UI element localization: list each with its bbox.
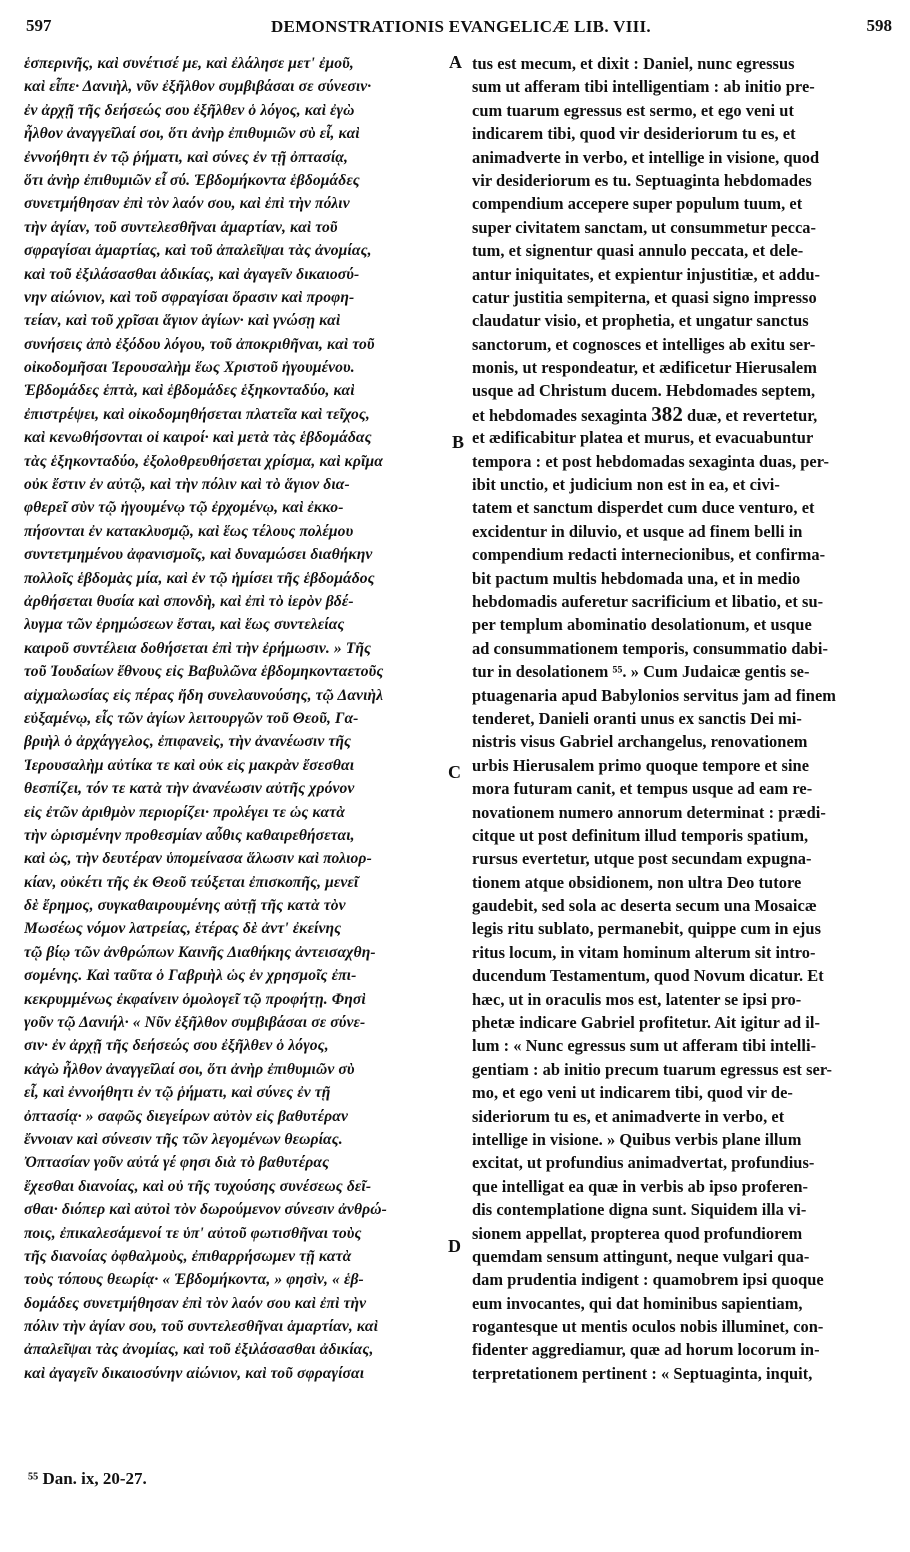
latin-line: rursus evertetur, utque post secundam expugna- — [472, 849, 812, 869]
footnote: ⁵⁵ Dan. ix, 20-27. — [28, 1469, 147, 1488]
latin-line: nistris visus Gabriel archangelus, renovationem — [472, 732, 808, 752]
greek-line: ὅτι ἀνὴρ ἐπιθυμιῶν εἶ σύ. Ἑβδομήκοντα ἑβδομάδες — [24, 171, 360, 189]
latin-line: ritus locum, in vitam hominum alterum sit intro- — [472, 942, 816, 962]
greek-line: Ὀπτασίαν γοῦν αὐτά γέ φησι διὰ τὸ βαθυτέρας — [24, 1154, 330, 1172]
latin-line: eum invocantes, qui dat hominibus sapientiam, — [472, 1293, 803, 1313]
latin-line: sideriorum tu es, et animadverte in verbo, et — [472, 1106, 785, 1126]
greek-line: δὲ ἔρημος, συγκαθαιρουμένης αὐτῇ τῆς κατὰ τὸν — [24, 897, 346, 915]
latin-line: sum ut afferam tibi intelligentiam : ab initio pre- — [472, 77, 815, 97]
greek-line: κεκρυμμένως ἐκφαίνειν ὁμολογεῖ τῷ προφήτῃ. Φησὶ — [24, 990, 366, 1008]
latin-line: et ædificabitur platea et murus, et evacuabuntur — [472, 428, 814, 448]
greek-line: δομάδες συνετμήθησαν ἐπὶ τὸν λαόν σου καὶ ἐπὶ τὴν — [24, 1294, 367, 1312]
latin-column — [472, 52, 894, 1385]
latin-line: ptuagenaria apud Babylonios servitus jam ad finem — [472, 685, 837, 705]
greek-line: καὶ τοῦ ἐξιλάσασθαι ἀδικίας, καὶ ἀγαγεῖν δικαιοσύ- — [24, 265, 360, 283]
greek-line: πολλοῖς ἑβδομὰς μία, καὶ ἐν τῷ ἡμίσει τῆς ἑβδομάδος — [24, 569, 375, 587]
greek-line: καὶ ὡς, τὴν δευτέραν ὑπομείνασα ἅλωσιν καὶ πολιορ- — [24, 850, 372, 868]
greek-line: ἀρθήσεται θυσία καὶ σπονδὴ, καὶ ἐπὶ τὸ ἱερὸν βδέ- — [24, 592, 354, 610]
latin-line: citque ut post definitum illud temporis spatium, — [472, 825, 809, 845]
greek-line: σομένης. Καὶ ταῦτα ὁ Γαβριὴλ ὡς ἐν χρησμοῖς ἐπι- — [24, 967, 357, 985]
greek-line: ἔννοιαν καὶ σύνεσιν τῆς τῶν λεγομένων θεωρίας. — [24, 1130, 343, 1148]
latin-line — [472, 403, 894, 426]
running-header — [26, 16, 896, 46]
greek-line: τῷ βίῳ τῶν ἀνθρώπων Καινῆς Διαθήκης ἀντεισαχθη- — [24, 943, 376, 961]
latin-line: compendium accepere super populum tuum, et — [472, 194, 803, 214]
latin-line: legis ritu sublato, permanebit, quippe cum in ejus — [472, 919, 822, 939]
greek-line: εὐξαμένῳ, εἷς τῶν ἁγίων λειτουργῶν τοῦ Θεοῦ, Γα- — [24, 709, 359, 727]
greek-line: τοὺς τόπους θεωρίᾳ· « Ἑβδομήκοντα, » φησὶν, « ἑβ- — [24, 1271, 364, 1289]
greek-line: κίαν, οὐκέτι τῆς ἐκ Θεοῦ τεύξεται ἐπισκοπῆς, μενεῖ — [24, 873, 359, 891]
margin-marker-a: A — [449, 52, 462, 72]
latin-line: tatem et sanctum disperdet cum duce venturo, et — [472, 498, 815, 518]
text-segment: duæ, et revertetur, — [682, 405, 818, 425]
margin-marker-b: B — [452, 432, 465, 452]
latin-line: ibit unctio, et judicium non est in ea, et civi- — [472, 475, 780, 495]
greek-line: καὶ κενωθήσονται οἱ καιροί· καὶ μετὰ τὰς ἑβδομάδας — [24, 429, 372, 447]
latin-line: novationem numero annorum determinat : prædi- — [472, 802, 826, 822]
page-number-right: 598 — [866, 16, 892, 35]
text-segment: et hebdomades sexaginta — [472, 405, 652, 425]
latin-line: ducendum Testamentum, quod Novum dicatur. Et — [472, 966, 824, 986]
running-title: DEMONSTRATIONIS EVANGELICÆ LIB. VIII. — [270, 17, 651, 36]
latin-line: dis contemplatione digna sunt. Siquidem illa vi- — [472, 1200, 807, 1220]
latin-line: bit pactum multis hebdomada una, et in medio — [472, 568, 801, 588]
latin-line: mo, et ego veni ut indicarem tibi, quod vir de- — [472, 1083, 793, 1103]
latin-line: cum tuarum egressus est sermo, et ego veni ut — [472, 100, 794, 120]
greek-line: νην αἰώνιον, καὶ τοῦ σφραγίσαι ὅρασιν καὶ προφη- — [24, 288, 355, 306]
greek-line: γοῦν τῷ Δανιήλ· « Νῦν ἐξῆλθον συμβιβάσαι σε σύνε- — [24, 1014, 366, 1032]
latin-line: compendium redacti internecionibus, et confirma- — [472, 545, 826, 565]
margin-marker-c: C — [448, 762, 461, 782]
latin-line: mora futuram canit, et tempus usque ad eam re- — [472, 779, 813, 799]
margin-marker-d: D — [448, 1236, 461, 1256]
greek-line: Ἱερουσαλὴμ αὐτίκα τε καὶ οὐκ εἰς μακρὰν ἔσεσθαι — [24, 756, 355, 774]
latin-line: excitat, ut profundius animadvertat, profundius- — [472, 1153, 815, 1173]
latin-line: fidenter aggrediamur, quæ ad horum locorum in- — [472, 1340, 820, 1360]
greek-line: ἦλθον ἀναγγεῖλαί σοι, ὅτι ἀνὴρ ἐπιθυμιῶν σὺ εἶ, καὶ — [24, 125, 360, 143]
latin-line: sanctorum, et cognosces et intelliges ab exitu ser- — [472, 334, 816, 354]
latin-line: per templum abominatio desolationum, et usque — [472, 615, 812, 635]
latin-line: quemdam sensum attingunt, neque vulgari qua- — [472, 1246, 810, 1266]
greek-line: ἐννοήθητι ἐν τῷ ῥήματι, καὶ σύνες ἐν τῇ ὀπτασίᾳ, — [24, 148, 348, 166]
latin-line: vir desideriorum es tu. Septuaginta hebdomades — [472, 170, 812, 190]
greek-line: συνήσεις ἀπὸ ἐξόδου λόγου, τοῦ ἀποκριθῆναι, καὶ τοῦ — [24, 335, 375, 353]
greek-line: βριὴλ ὁ ἀρχάγγελος, ἐπιφανεὶς, τὴν ἀνανέωσιν τῆς — [24, 733, 352, 751]
latin-line: gentiam : ab initio precum tuarum egressus est ser- — [472, 1059, 833, 1079]
latin-line: intellige in visione. » Quibus verbis plane illum — [472, 1129, 802, 1149]
latin-line: gaudebit, sed sola ac deserta secum una Mosaicæ — [472, 896, 817, 916]
latin-line: tur in desolationem ⁵⁵. » Cum Judaicæ gentis se- — [472, 662, 810, 682]
latin-line: urbis Hierusalem primo quoque tempore et sine — [472, 755, 810, 775]
greek-line: ὀπτασίᾳ· » σαφῶς διεγείρων αὐτὸν εἰς βαθυτέραν — [24, 1107, 349, 1125]
greek-line: σφραγίσαι ἁμαρτίας, καὶ τοῦ ἀπαλεῖψαι τὰς ἀνομίας, — [24, 242, 372, 260]
greek-line: φθερεῖ σὺν τῷ ἡγουμένῳ τῷ ἐρχομένῳ, καὶ ἐκκο- — [24, 499, 344, 517]
greek-line: πήσονται ἐν κατακλυσμῷ, καὶ ἕως τέλους πολέμου — [24, 522, 354, 540]
greek-line: ἑσπερινῆς, καὶ συνέτισέ με, καὶ ἐλάλησε μετ' ἐμοῦ, — [24, 55, 354, 72]
greek-line: τὴν ἁγίαν, τοῦ συντελεσθῆναι ἁμαρτίαν, καὶ τοῦ — [24, 218, 338, 236]
greek-line: συντετμημένου ἀφανισμοῖς, καὶ δυναμώσει διαθήκην — [24, 546, 373, 564]
column-number: 382 — [651, 402, 683, 426]
greek-line: τῆς διανοίας ὀφθαλμοὺς, ἐπιθαρρήσωμεν τῇ κατὰ — [24, 1247, 352, 1265]
latin-line: ad consummationem temporis, consummatio dabi- — [472, 638, 829, 658]
greek-line: σιν· ἐν ἀρχῇ τῆς δεήσεώς σου ἐξῆλθεν ὁ λόγος, — [24, 1037, 329, 1055]
latin-line: tempora : et post hebdomadas sexaginta duas, per- — [472, 451, 829, 471]
latin-line: catur justitia sempiterna, et quasi signo impresso — [472, 287, 817, 307]
latin-line: que intelligat ea quæ in verbis ab ipso proferen- — [472, 1176, 809, 1196]
greek-line: τείαν, καὶ τοῦ χρῖσαι ἅγιον ἁγίων· καὶ γνώσῃ καὶ — [24, 312, 341, 330]
greek-line: ἀπαλεῖψαι τὰς ἀνομίας, καὶ τοῦ ἐξιλάσασθαι ἀδικίας, — [24, 1341, 374, 1359]
greek-line: συνετμήθησαν ἐπὶ τὸν λαόν σου, καὶ ἐπὶ τὴν πόλιν — [24, 195, 350, 213]
greek-line: τὴν ὡρισμένην προθεσμίαν αὖθις καθαιρεθήσεται, — [24, 826, 355, 844]
greek-line: κἀγὼ ἦλθον ἀναγγεῖλαί σοι, ὅτι ἀνὴρ ἐπιθυμιῶν σὺ — [24, 1060, 355, 1078]
greek-line: θεσπίζει, τόν τε κατὰ τὴν ἀνανέωσιν αὐτῆς χρόνον — [24, 780, 355, 798]
greek-line: Μωσέως νόμον λατρείας, ἑτέρας δὲ ἀντ' ἐκείνης — [24, 920, 342, 938]
latin-line: hebdomadis auferetur sacrificium et libatio, et su- — [472, 591, 824, 611]
latin-line: claudatur visio, et prophetia, et ungatur sanctus — [472, 311, 809, 331]
greek-line: καὶ εἶπε· Δανιὴλ, νῦν ἐξῆλθον συμβιβάσαι σε σύνεσιν· — [24, 78, 372, 96]
greek-line: τοῦ Ἰουδαίων ἔθνους εἰς Βαβυλῶνα ἑβδομηκονταετοῦς — [24, 663, 384, 681]
latin-line: rogantesque ut mentis oculos nobis illuminet, con- — [472, 1317, 824, 1337]
greek-line: τὰς ἑξηκονταδύο, ἐξολοθρευθήσεται χρίσμα, καὶ κρῖμα — [24, 452, 383, 470]
greek-line: οἰκοδομῆσαι Ἱερουσαλὴμ ἕως Χριστοῦ ἡγουμένου. — [24, 359, 355, 377]
latin-line: tus est mecum, et dixit : Daniel, nunc egressus — [472, 54, 795, 73]
greek-line: Ἑβδομάδες ἑπτὰ, καὶ ἑβδομάδες ἑξηκονταδύο, καὶ — [24, 382, 355, 400]
latin-line: tenderet, Danieli oranti unus ex sanctis Dei mi- — [472, 708, 802, 728]
greek-line: εἰς ἐτῶν ἀριθμὸν περιορίζει· προλέγει τε ὡς κατὰ — [24, 803, 345, 821]
latin-line: excidentur in diluvio, et usque ad finem belli in — [472, 521, 803, 541]
page-number-left: 597 — [26, 16, 52, 35]
greek-line: πόλιν τὴν ἁγίαν σου, τοῦ συντελεσθῆναι ἁμαρτίαν, καὶ — [24, 1318, 379, 1336]
latin-line: hæc, ut in oraculis mos est, latenter se ipsi pro- — [472, 989, 802, 1009]
latin-line: monis, ut respondeatur, et ædificetur Hierusalem — [472, 358, 817, 378]
greek-line: λυγμα τῶν ἐρημώσεων ἔσται, καὶ ἕως συντελείας — [24, 616, 345, 634]
latin-line: antur iniquitates, et expientur injustitiæ, et addu- — [472, 264, 821, 284]
greek-column — [24, 52, 452, 1385]
greek-line: οὐκ ἔστιν ἐν αὐτῷ, καὶ τὴν πόλιν καὶ τὸ ἅγιον δια- — [24, 476, 350, 494]
greek-line: καὶ ἀγαγεῖν δικαιοσύνην αἰώνιον, καὶ τοῦ σφραγίσαι — [24, 1364, 365, 1382]
latin-line: sionem appellat, propterea quod profundiorem — [472, 1223, 803, 1243]
greek-line: ἔχεσθαι διανοίας, καὶ οὐ τῆς τυχούσης συνέσεως δεῖ- — [24, 1177, 372, 1195]
latin-line: lum : « Nunc egressus sum ut afferam tibi intelli- — [472, 1036, 817, 1056]
latin-line: tum, et signentur quasi annulo peccata, et dele- — [472, 241, 804, 261]
latin-line: usque ad Christum ducem. Hebdomades septem, — [472, 381, 816, 401]
greek-line: καιροῦ συντέλεια δοθήσεται ἐπὶ τὴν ἐρήμωσιν. » Τῆς — [24, 639, 372, 657]
greek-line: εἶ, καὶ ἐννοήθητι ἐν τῷ ῥήματι, καὶ σύνες ἐν τῇ — [24, 1084, 331, 1102]
greek-line: αἰχμαλωσίας εἰς πέρας ἤδη συνελαυνούσης, τῷ Δανιὴλ — [24, 686, 384, 704]
greek-line: ποις, ἐπικαλεσάμενοί τε ὑπ' αὐτοῦ φωτισθῆναι τοὺς — [24, 1224, 362, 1242]
latin-line: animadverte in verbo, et intellige in visione, quod — [472, 147, 820, 167]
latin-line: tionem atque obsidionem, non ultra Deo tutore — [472, 872, 802, 892]
latin-line: dam prudentia indigent : quamobrem ipsi quoque — [472, 1270, 824, 1290]
greek-line: ἐν ἀρχῇ τῆς δεήσεώς σου ἐξῆλθεν ὁ λόγος, καὶ ἐγὼ — [24, 101, 355, 119]
latin-line: indicarem tibi, quod vir desideriorum tu es, et — [472, 124, 796, 144]
greek-line: σθαι· διόπερ καὶ αὐτοὶ τὸν δωρούμενον σύνεσιν ἀνθρώ- — [24, 1201, 387, 1219]
greek-line: ἐπιστρέψει, καὶ οἰκοδομηθήσεται πλατεῖα καὶ τεῖχος, — [24, 405, 370, 423]
latin-line: phetæ indicare Gabriel profitetur. Ait igitur ad il- — [472, 1013, 821, 1033]
latin-line: super civitatem sanctam, ut consummetur pecca- — [472, 217, 817, 237]
latin-line: terpretationem pertinent : « Septuaginta, inquit, — [472, 1363, 813, 1383]
